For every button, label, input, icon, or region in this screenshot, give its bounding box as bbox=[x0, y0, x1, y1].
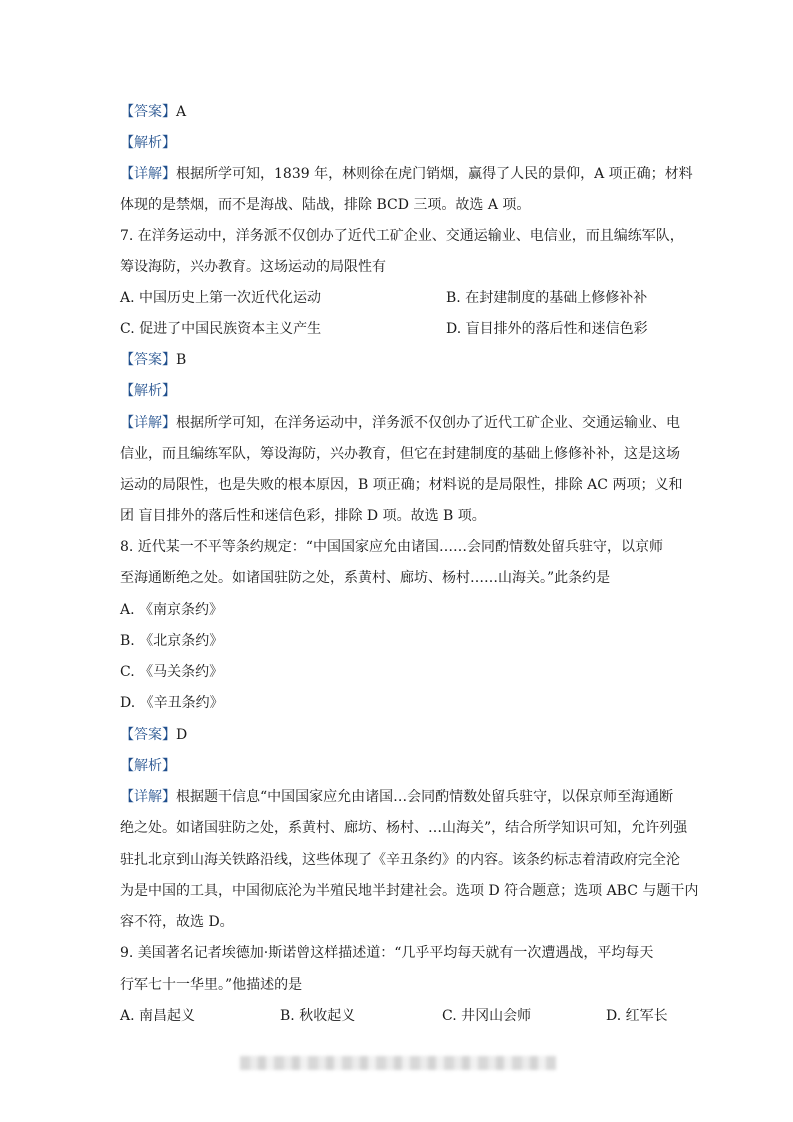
option-a: A. 中国历史上第一次近代化运动 bbox=[120, 290, 322, 306]
answer-tag: 【答案】 bbox=[120, 104, 176, 120]
question-stem: 7. 在洋务运动中，洋务派不仅创办了近代工矿企业、交通运输业、电信业，而且编练军队， bbox=[120, 228, 684, 244]
detail-line: 驻扎北京到山海关铁路沿线，这些体现了《辛丑条约》的内容。该条约标志着清政府完全沦 bbox=[120, 852, 680, 868]
answer-line bbox=[120, 725, 187, 745]
option-d: D. 《辛丑条约》 bbox=[120, 695, 224, 711]
option-d: D. 盲目排外的落后性和迷信色彩 bbox=[446, 321, 648, 337]
detail-line: 【详解】根据所学可知，在洋务运动中，洋务派不仅创办了近代工矿企业、交通运输业、电 bbox=[120, 415, 680, 431]
option-b: B. 秋收起义 bbox=[280, 1008, 356, 1024]
option-a: A. 南昌起义 bbox=[120, 1008, 196, 1024]
question-stem: 至海通断绝之处。如诸国驻防之处，系黄村、廊坊、杨村……山海关。”此条约是 bbox=[120, 570, 611, 586]
option-d: D. 红军长 bbox=[606, 1008, 668, 1024]
option-b: B. 《北京条约》 bbox=[120, 633, 224, 649]
option-c: C. 《马关条约》 bbox=[120, 664, 224, 680]
answer-value: D bbox=[176, 727, 188, 743]
option-b: B. 在封建制度的基础上修修补补 bbox=[446, 290, 648, 306]
question-stem: 9. 美国著名记者埃德加·斯诺曾这样描述道：“几乎平均每天就有一次遭遇战，平均每天 bbox=[120, 945, 654, 961]
question-stem: 行军七十一华里。”他描述的是 bbox=[120, 977, 303, 993]
detail-line: 【详解】根据所学可知，1839 年，林则徐在虎门销烟，赢得了人民的景仰，A 项正确；材料 bbox=[120, 166, 693, 182]
answer-tag: 【答案】 bbox=[120, 352, 176, 368]
detail-tag: 【详解】 bbox=[120, 166, 176, 182]
detail-tag: 【详解】 bbox=[120, 789, 176, 805]
detail-line: 为是中国的工具，中国彻底沦为半殖民地半封建社会。选项 D 符合题意；选项 ABC 与题干内 bbox=[120, 883, 699, 899]
answer-value: A bbox=[176, 104, 187, 120]
option-c: C. 井冈山会师 bbox=[442, 1008, 532, 1024]
option-a: A. 《南京条约》 bbox=[120, 602, 224, 618]
detail-line: 绝之处。如诸国驻防之处，系黄村、廊坊、杨村、…山海关”，结合所学知识可知，允许列强 bbox=[120, 820, 688, 836]
detail-line: 信业，而且编练军队，筹设海防，兴办教育，但它在封建制度的基础上修修补补，这是这场 bbox=[120, 446, 680, 462]
analysis-tag: 【解析】 bbox=[120, 758, 176, 774]
analysis-tag: 【解析】 bbox=[120, 135, 176, 151]
question-stem: 8. 近代某一不平等条约规定：“中国国家应允由诸国……会同酌情数处留兵驻守，以京师 bbox=[120, 539, 663, 555]
detail-line: 【详解】根据题干信息“中国国家应允由诸国…会同酌情数处留兵驻守，以保京师至海通断 bbox=[120, 789, 674, 805]
answer-tag: 【答案】 bbox=[120, 727, 176, 743]
detail-line: 体现的是禁烟，而不是海战、陆战，排除 BCD 三项。故选 A 项。 bbox=[120, 197, 531, 213]
analysis-tag: 【解析】 bbox=[120, 383, 176, 399]
detail-line: 运动的局限性，也是失败的根本原因，B 项正确；材料说的是局限性，排除 AC 两项；义和 bbox=[120, 477, 683, 493]
answer-line bbox=[120, 102, 186, 122]
detail-line: 容不符，故选 D。 bbox=[120, 914, 234, 930]
question-stem: 筹设海防，兴办教育。这场运动的局限性有 bbox=[120, 259, 386, 275]
option-c: C. 促进了中国民族资本主义产生 bbox=[120, 321, 322, 337]
detail-line: 团 盲目排外的落后性和迷信色彩，排除 D 项。故选 B 项。 bbox=[120, 508, 486, 524]
detail-tag: 【详解】 bbox=[120, 415, 176, 431]
blurred-watermark bbox=[240, 1056, 556, 1070]
answer-value: B bbox=[176, 352, 187, 368]
answer-line bbox=[120, 350, 186, 370]
